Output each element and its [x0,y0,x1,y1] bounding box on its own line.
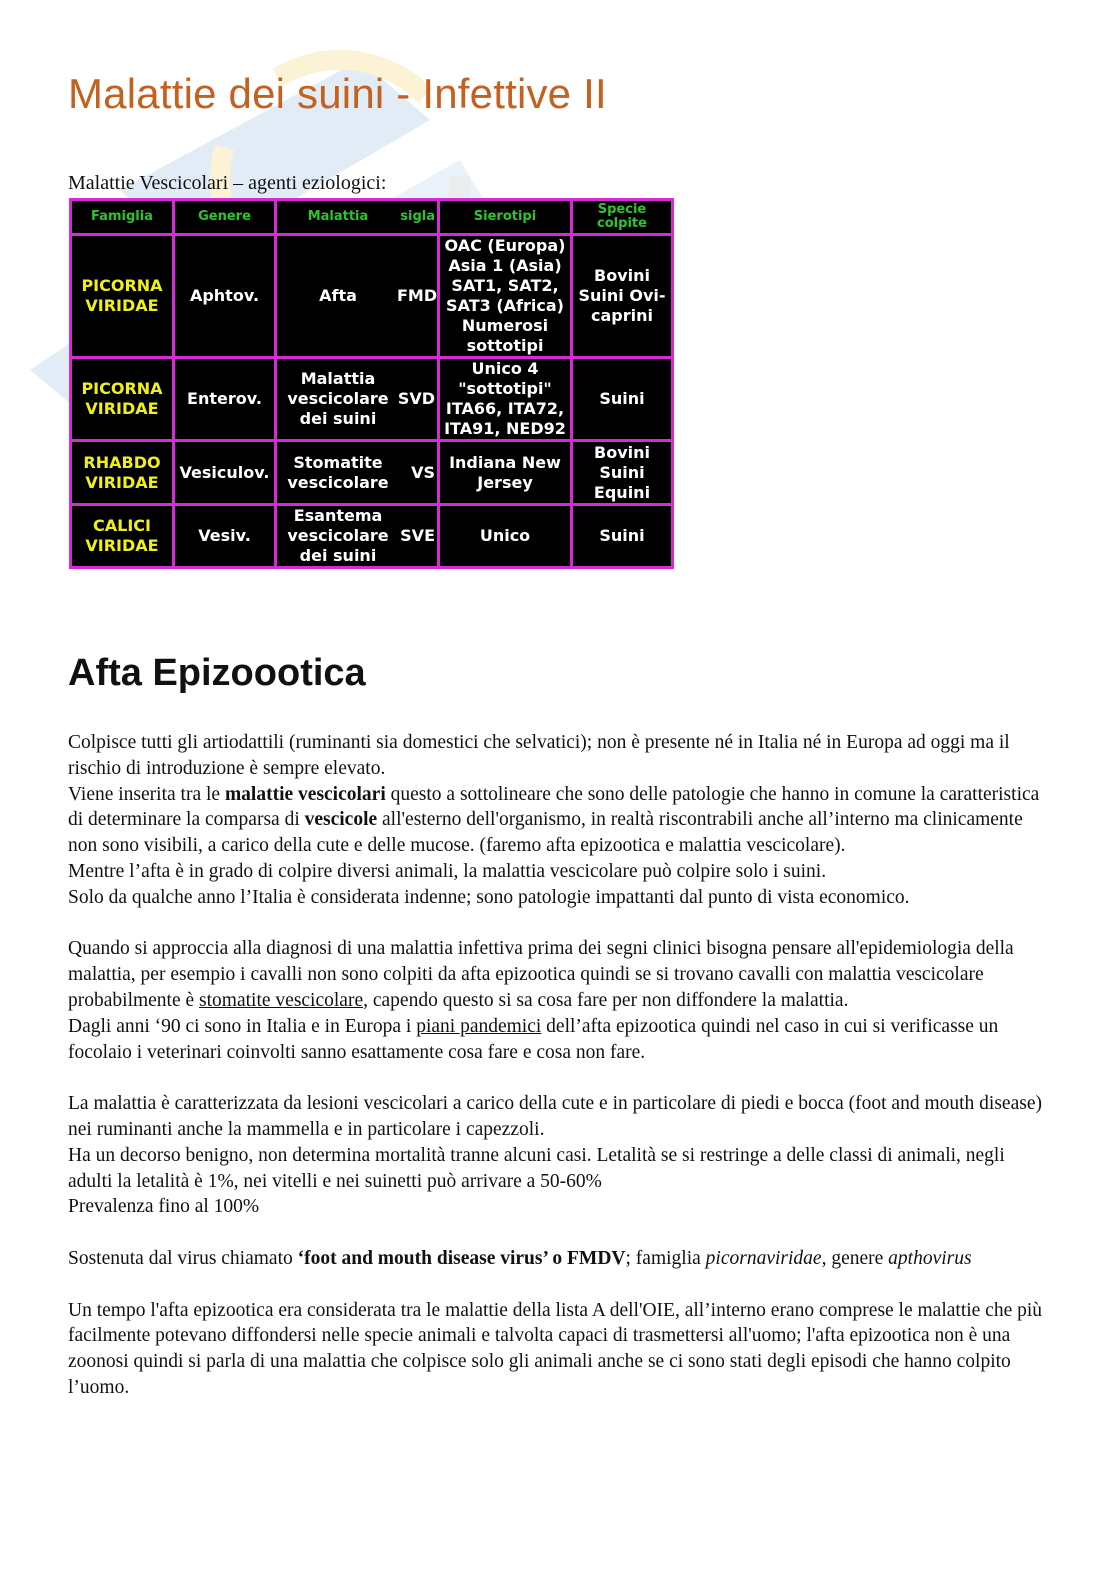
sentence: Un tempo l'afta epizootica era considerata tra le malattie della lista A dell'OIE, all’interno erano comprese le malattie che più facilmente potevano diffondersi nelle specie animali e talvolta capaci di trasmettersi all'uomo; l'afta epizootica non è una zoonosi quindi si parla di una malattia che colpisce solo gli animali anche se ci sono stati degli episodi che hanno colpito l’uomo. [68,1299,1043,1398]
cell-genere: Vesiv. [174,505,276,568]
cell-genere: Aphtov. [174,235,276,358]
cell-malattia: Stomatite vescicolare [287,452,389,492]
cell-malattia-sigla [276,505,439,568]
italic-term: picornaviridae [705,1247,822,1269]
table-header-row [71,200,673,235]
cell-sigla: SVD [397,389,435,408]
cell-specie: Bovini Suini Ovi-caprini [572,235,673,358]
sentence: Sostenuta dal virus chiamato [68,1247,298,1269]
header-famiglia: Famiglia [71,200,174,235]
sentence: Prevalenza fino al 100% [68,1196,260,1218]
sentence: Ha un decorso benigno, non determina mortalità tranne alcuni casi. Letalità se si restringe a delle classi di animali, negli adulti la letalità è 1%, nei vitelli e nei suinetti può arrivare a 50-60% [68,1144,1005,1192]
bold-term: ‘foot and mouth disease virus’ o FMDV [297,1247,626,1269]
underlined-term: stomatite vescicolare [199,989,364,1011]
cell-famiglia: CALICI VIRIDAE [71,505,174,568]
sentence: questo a sottolineare che sono delle patologie che hanno in comune la caratteristica di determinare la comparsa di [68,783,1040,831]
header-malattia: Malattia [307,209,369,224]
section-title: Afta Epizoootica [68,652,366,694]
cell-specie: Suini [572,505,673,568]
header-genere: Genere [174,200,276,235]
paragraph [68,730,1053,911]
body-text [68,730,1053,1427]
header-specie: Specie colpite [572,200,673,235]
sentence: Viene inserita tra le [68,783,225,805]
sentence: La malattia è caratterizzata da lesioni vescicolari a carico della cute e in particolare di piedi e bocca (foot and mouth disease) nei ruminanti anche la mammella e in particolare i capezzoli. [68,1093,1042,1140]
cell-famiglia: PICORNA VIRIDAE [71,235,174,358]
table-row [71,441,673,505]
italic-term: apthovirus [888,1247,972,1269]
sentence: , capendo questo si sa cosa fare per non diffondere la malattia. [363,989,849,1011]
cell-sigla: VS [411,462,435,482]
cell-malattia: Afta [319,286,357,305]
sentence: all'esterno dell'organismo, in realtà riscontrabili anche all’interno ma clinicamente non sono visibili, a carico della cute e delle mucose. (faremo afta epizootica e malattia vescicolare). [68,809,1023,857]
page-title: Malattie dei suini - Infettive II [68,70,607,117]
cell-malattia-sigla [276,441,439,505]
table-row [71,358,673,441]
paragraph [68,936,1053,1065]
cell-famiglia: RHABDO VIRIDAE [71,441,174,505]
underlined-term: piani pandemici [416,1015,542,1037]
sentence: Quando si approccia alla diagnosi di una malattia infettiva prima dei segni clinici bisogna pensare all'epidemiologia della malattia, per esempio i cavalli non sono colpiti da afta epizootica quindi se si trovano cavalli con malattia vescicolare probabilmente è [68,938,1014,1011]
cell-sierotipi: Unico 4 "sottotipi" ITA66, ITA72, ITA91, NED92 [439,358,572,441]
cell-specie: Bovini Suini Equini [572,441,673,505]
paragraph [68,1091,1053,1220]
sentence: Dagli anni ‘90 ci sono in Italia e in Europa i [68,1015,417,1037]
header-sigla: sigla [400,209,435,224]
cell-genere: Enterov. [174,358,276,441]
cell-sigla: FMD [397,286,438,305]
sentence: ; famiglia [625,1247,706,1269]
cell-malattia: Malattia vescicolare dei suini [287,369,389,428]
cell-famiglia: PICORNA VIRIDAE [71,358,174,441]
cell-sierotipi: OAC (Europa) Asia 1 (Asia) SAT1, SAT2, SAT3 (Africa) Numerosi sottotipi [439,235,572,358]
cell-sierotipi: Unico [439,505,572,568]
cell-malattia: Esantema vescicolare dei suini [287,506,389,565]
table-row [71,235,673,358]
sentence: Solo da qualche anno l’Italia è considerata indenne; sono patologie impattanti dal punto di vista economico. [68,886,910,908]
header-malattia-sigla [276,200,439,235]
header-sierotipi: Sierotipi [439,200,572,235]
cell-malattia-sigla [276,358,439,441]
cell-malattia-sigla [276,235,439,358]
bold-term: vescicole [304,809,378,831]
cell-sierotipi: Indiana New Jersey [439,441,572,505]
table-caption: Malattie Vescicolari – agenti eziologici: [68,172,387,194]
bold-term: malattie vescicolari [224,783,386,805]
etiology-table [69,198,674,569]
cell-specie: Suini [572,358,673,441]
paragraph [68,1298,1053,1401]
sentence: , genere [821,1247,889,1269]
paragraph [68,1246,1053,1272]
cell-sigla: SVE [400,526,435,545]
table-row [71,505,673,568]
sentence: dell’afta epizootica quindi nel caso in cui si verificasse un focolaio i veterinari coinvolti sanno esattamente cosa fare e cosa non fare. [68,1015,999,1063]
sentence: Colpisce tutti gli artiodattili (ruminanti sia domestici che selvatici); non è presente né in Italia né in Europa ad oggi ma il rischio di introduzione è sempre elevato. [68,732,1010,779]
cell-genere: Vesiculov. [174,441,276,505]
sentence: Mentre l’afta è in grado di colpire diversi animali, la malattia vescicolare può colpire solo i suini. [68,860,827,882]
